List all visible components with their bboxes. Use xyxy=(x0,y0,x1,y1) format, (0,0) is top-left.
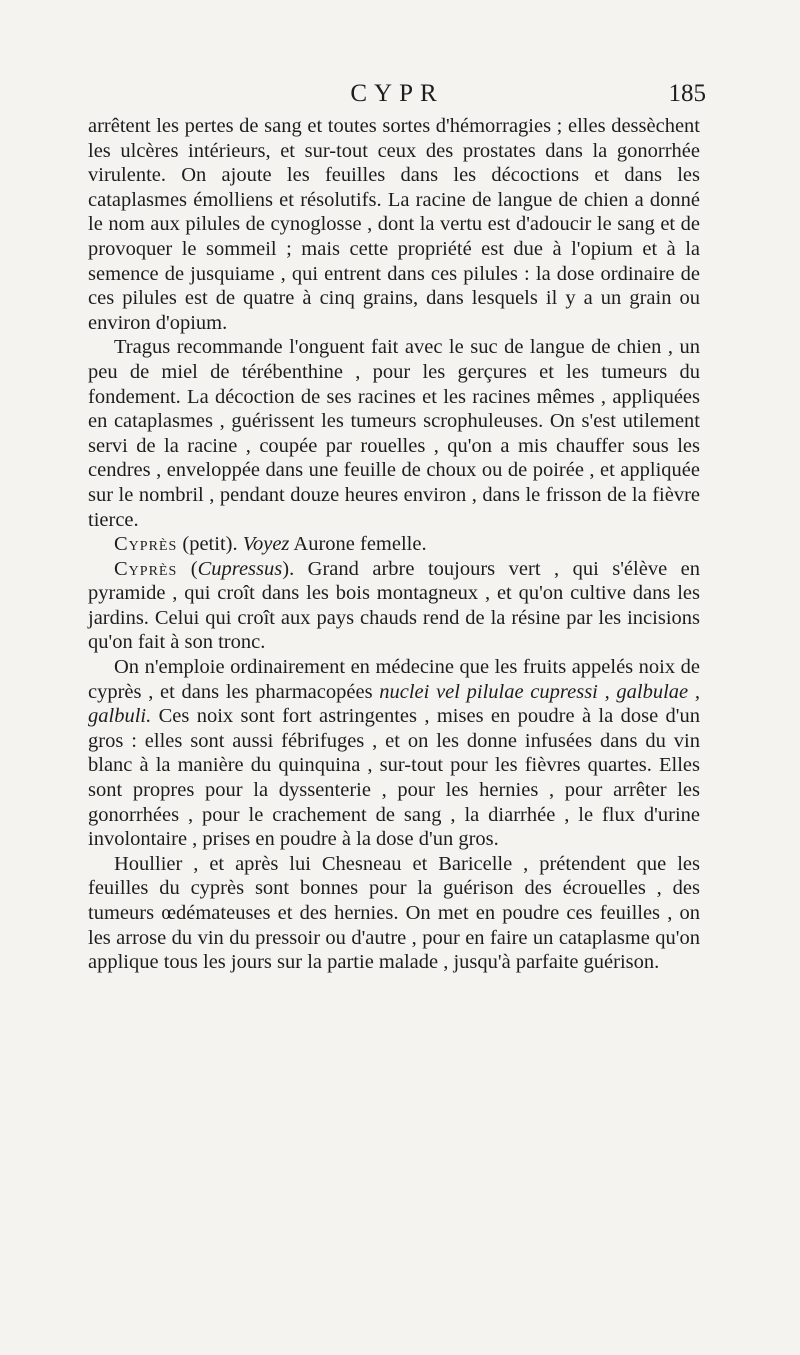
paragraph-1: arrêtent les pertes de sang et toutes sortes d'hémorragies ; elles dessèchent les ulcères intérieurs, et sur-tout ceux des prostates dans la gonorrhée virulente. On ajoute les feuilles dans les décoctions et dans les cataplasmes émolliens et résolutifs. La racine de langue de chien a donné le nom aux pilules de cynoglosse , dont la vertu est d'adoucir le sang et de provoquer le sommeil ; mais cette propriété est due à l'opium et à la semence de jusquiame , qui entrent dans ces pilules : la dose ordinaire de ces pilules est de quatre à cinq grains, dans lesquels il y a un grain ou environ d'opium. xyxy=(88,115,700,334)
entry-cypres-petit xyxy=(88,532,700,557)
paragraph-6: Houllier , et après lui Chesneau et Baricelle , prétendent que les feuilles du cyprès sont bonnes pour la guérison des écrouelles , des tumeurs œdémateuses et des hernies. On met en poudre ces feuilles , on les arrose du vin du pressoir ou d'autre , pour en faire un cataplasme qu'on applique tous les jours sur la partie malade , jusqu'à parfaite guérison. xyxy=(88,852,700,974)
entry-text: ). Grand arbre toujours vert , qui s'élève en pyramide , qui croît dans les bois montagneux , et qu'on cultive dans les jardins. Celui qui croît aux pays chauds rend de la résine par les incisions qu'on fait à son tronc. xyxy=(88,557,701,654)
page-header xyxy=(88,80,706,112)
body-text xyxy=(88,114,700,975)
paragraph-text: On n'emploie ordinairement en médecine que les fruits appelés noix de cyprès , et dans les pharmacopées xyxy=(88,656,700,703)
entry-term: Cyprès xyxy=(114,557,178,580)
voyez-reference: Voyez xyxy=(242,533,290,556)
entry-cypres xyxy=(88,557,700,655)
paragraph-5 xyxy=(88,655,700,852)
entry-text: (petit). xyxy=(177,533,243,556)
latin-name: Cupressus xyxy=(197,557,283,580)
paragraph-2: Tragus recommande l'onguent fait avec le suc de langue de chien , un peu de miel de térébenthine , pour les gerçures et les tumeurs du fondement. La décoction de ses racines et les racines mêmes , appliquées en cataplasmes , guérissent les tumeurs scrophuleuses. On s'est utilement servi de la racine , coupée par rouelles , qu'on a mis chauffer sous les cendres , enveloppée dans une feuille de choux ou de poirée , et appliquée sur le nombril , pendant douze heures environ , dans le frisson de la fièvre tierce. xyxy=(88,336,700,531)
entry-text: Aurone femelle. xyxy=(289,533,427,556)
running-head: CYPR xyxy=(350,80,444,107)
entry-text: ( xyxy=(177,557,198,580)
latin-pharmacopoeia-name: nuclei vel pilulae cupressi , galbulae , galbuli. xyxy=(88,680,700,728)
entry-term: Cyprès xyxy=(114,533,178,556)
page-number: 185 xyxy=(668,80,706,107)
paragraph-text: Ces noix sont fort astringentes , mises en poudre à la dose d'un gros : elles sont aussi fébrifuges , et on les donne infusées dans du vin blanc à la manière du quinquina , sur-tout pour les fièvres quartes. Elles sont propres pour la dyssenterie , pour les hernies , pour arrêter les gonorrhées , pour le crachement de sang , la diarrhée , le flux d'urine involontaire , prises en poudre à la dose d'un gros. xyxy=(88,705,700,851)
